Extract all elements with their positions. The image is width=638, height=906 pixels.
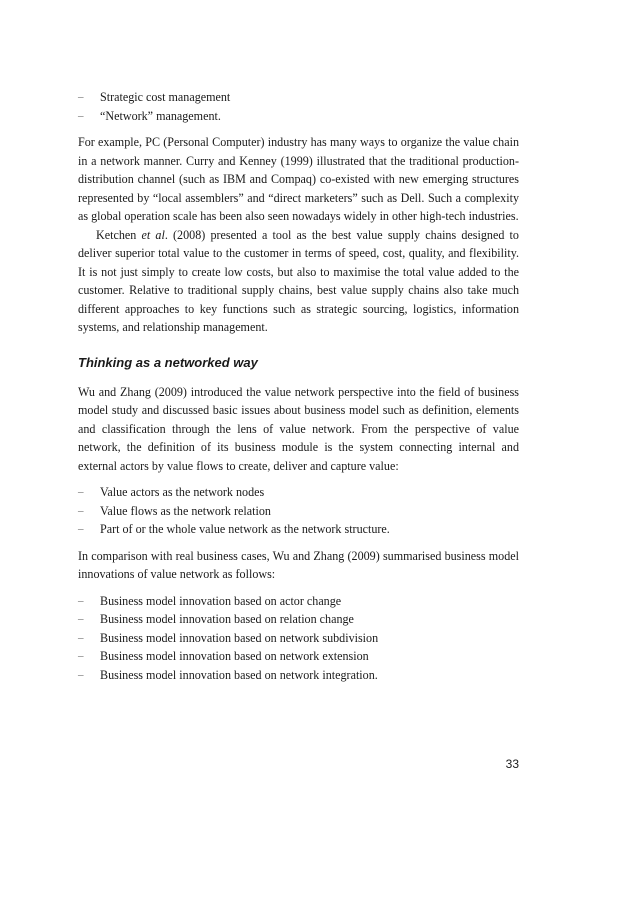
list-item: – Value flows as the network relation <box>78 502 519 521</box>
page-number: 33 <box>505 757 519 771</box>
list-item: – Strategic cost management <box>78 88 519 107</box>
list-item: – Business model innovation based on network extension <box>78 647 519 666</box>
innovation-bullet-list <box>78 592 519 685</box>
dash-bullet: – <box>78 504 84 517</box>
network-bullet-list <box>78 483 519 539</box>
list-item: – Business model innovation based on actor change <box>78 592 519 611</box>
paragraph-ketchen: Ketchen et al. (2008) presented a tool as the best value supply chains designed to deliver superior total value to the customer in terms of speed, cost, quality, and flexibility. It is not just simply to create low costs, but also to maximise the total value added to the customer. Relative to traditional supply chains, best value supply chains also take much different approaches to key functions such as strategic sourcing, logistics, information systems, and relationship management. <box>78 227 519 334</box>
dash-bullet: – <box>78 109 84 122</box>
dash-bullet: – <box>78 486 84 498</box>
dash-bullet: – <box>78 91 84 103</box>
list-item: – Business model innovation based on network subdivision <box>78 629 519 648</box>
list-item: – “Network” management. <box>78 107 519 126</box>
list-item: – Business model innovation based on network integration. <box>78 666 519 685</box>
dash-bullet: – <box>78 613 84 625</box>
top-bullet-list <box>78 88 519 125</box>
paragraph-value-network: Wu and Zhang (2009) introduced the value network perspective into the field of business model study and discussed basic issues about business model such as definition, elements and classification through the lens of value network. From the perspective of value network, the definition of its business module is the system connecting internal and external actors by value flows to create, deliver and capture value: <box>78 384 519 473</box>
list-item: – Value actors as the network nodes <box>78 483 519 502</box>
list-item: – Part of or the whole value network as the network structure. <box>78 520 519 539</box>
dash-bullet: – <box>78 523 84 535</box>
page-body <box>78 88 519 684</box>
dash-bullet: – <box>78 631 84 644</box>
section-heading: Thinking as a networked way <box>78 354 258 370</box>
dash-bullet: – <box>78 650 84 662</box>
list-item: – Business model innovation based on relation change <box>78 610 519 629</box>
paragraph-comparison: In comparison with real business cases, Wu and Zhang (2009) summarised business model innovations of value network as follows: <box>78 548 519 581</box>
dash-bullet: – <box>78 668 84 681</box>
dash-bullet: – <box>78 594 84 607</box>
paragraph-pc-industry: For example, PC (Personal Computer) industry has many ways to organize the value chain in a network manner. Curry and Kenney (1999) illustrated that the traditional production-distribution channel (such as IBM and Compaq) co-existed with new emerging structures represented by “local assemblers” and “direct marketers” such as Dell. Such a complexity as global operation scale has been also seen nowadays widely in other high-tech industries. <box>78 135 519 223</box>
